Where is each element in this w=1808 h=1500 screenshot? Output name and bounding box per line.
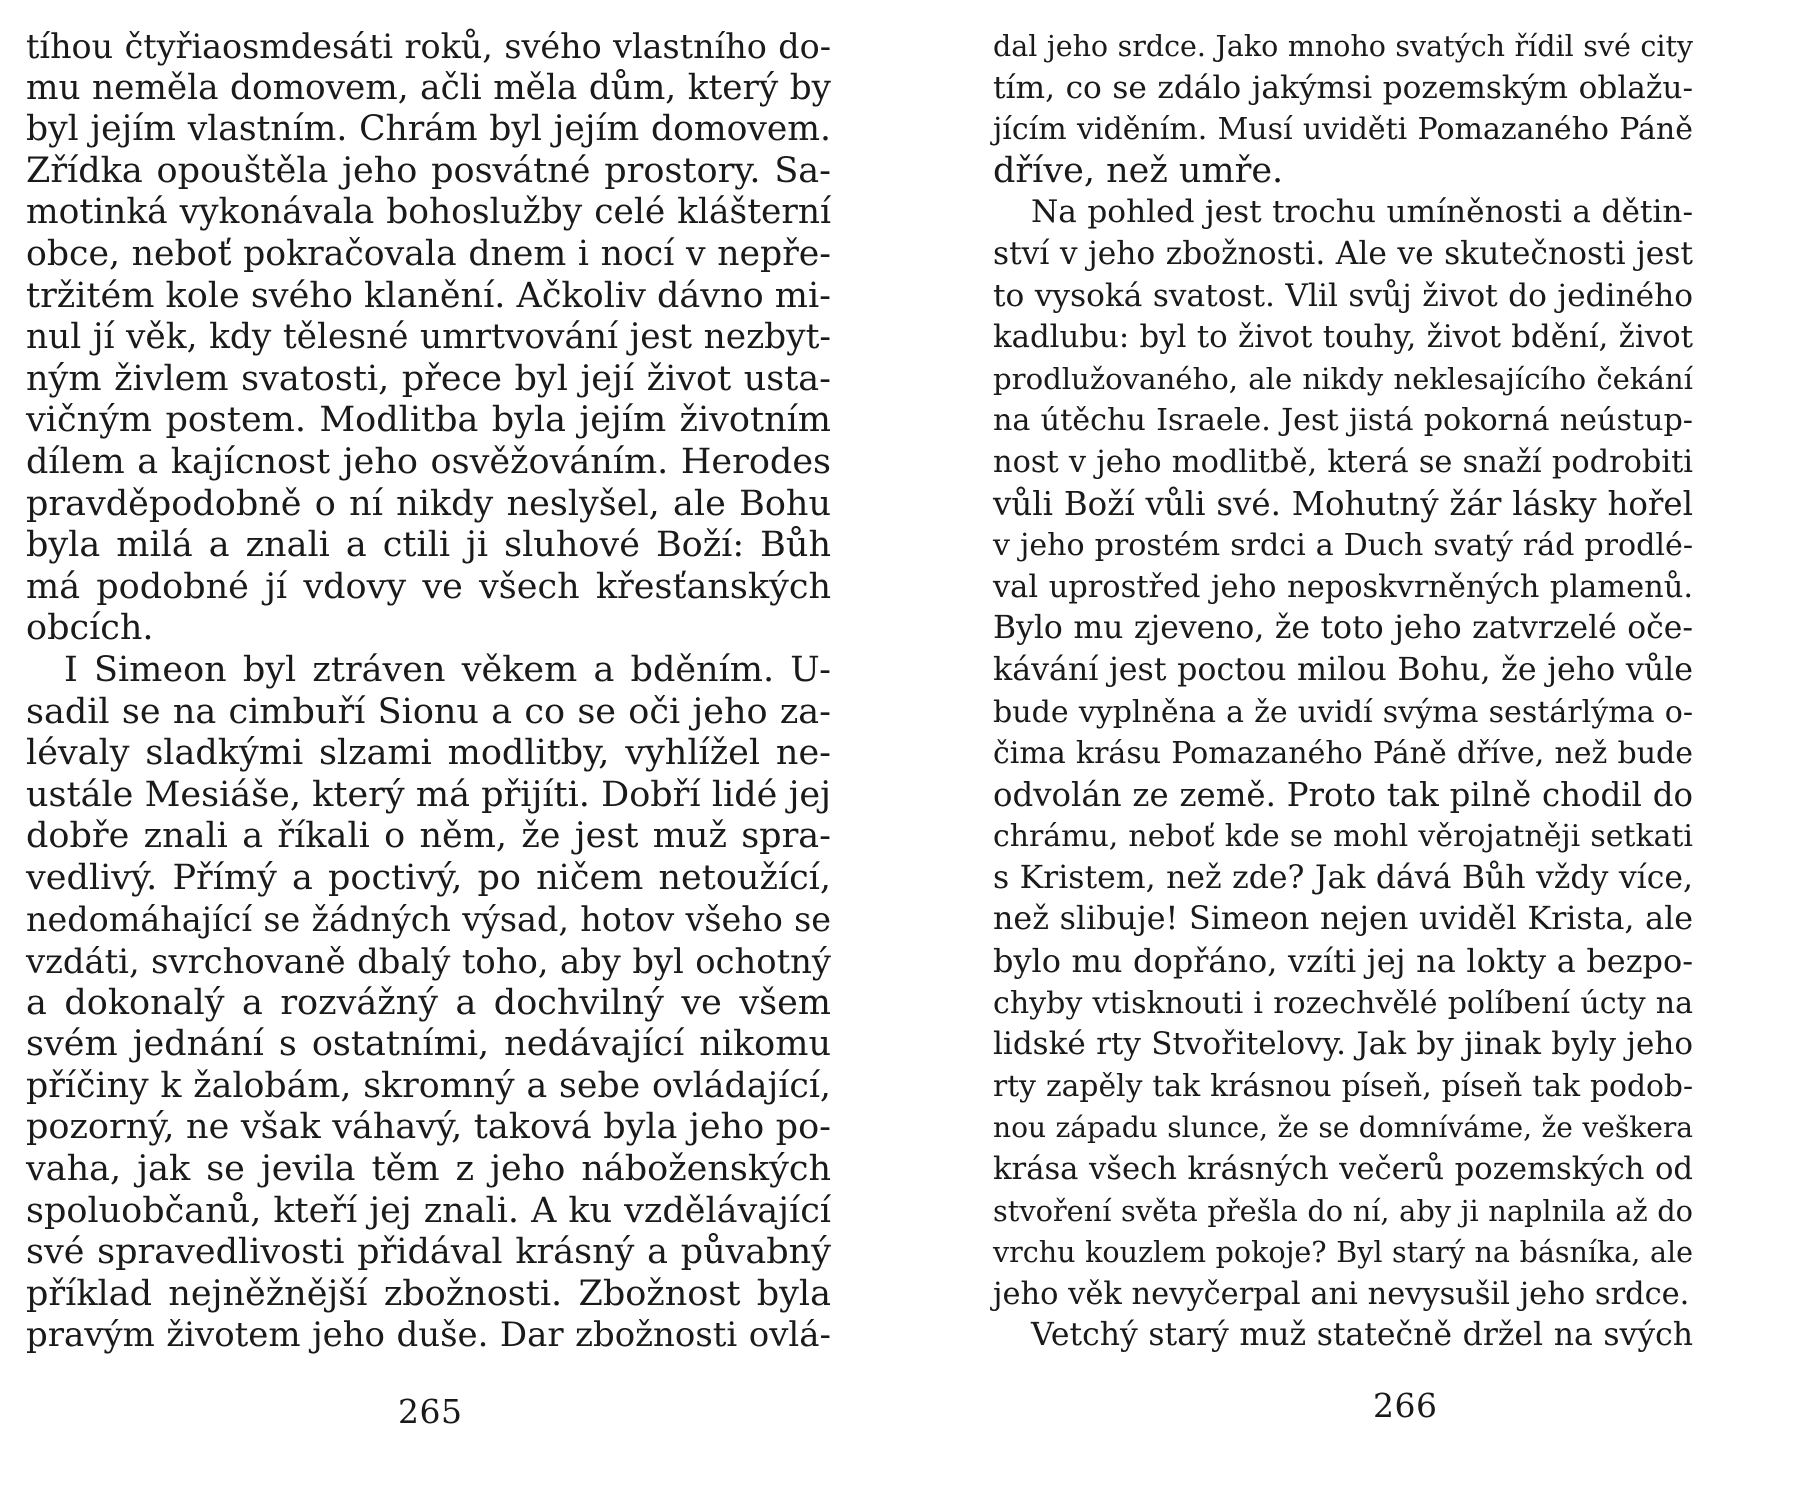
text-line: kávání jest poctou milou Bohu, že jeho vůle bbox=[993, 651, 1693, 688]
text-line: vičným postem. Modlitba byla jejím životním bbox=[26, 400, 831, 441]
text-line: své spravedlivosti přidával krásný a půvabný bbox=[26, 1232, 831, 1273]
text-line: I Simeon byl ztráven věkem a bděním. U- bbox=[64, 649, 831, 690]
text-line: obce, neboť pokračovala dnem i nocí v nepře- bbox=[26, 233, 831, 274]
text-line: chrámu, neboť kde se mohl věrojatněji setkati bbox=[993, 819, 1693, 855]
text-line: stvoření světa přešla do ní, aby ji naplnila až do bbox=[993, 1193, 1693, 1228]
text-line: pozorný, ne však váhavý, taková byla jeho po- bbox=[26, 1107, 831, 1148]
text-line: vůli Boží vůli své. Mohutný žár lásky hořel bbox=[993, 484, 1693, 523]
text-line: obcích. bbox=[26, 608, 154, 649]
page-number-left: 265 bbox=[398, 1392, 463, 1431]
text-line: než slibuje! Simeon nejen uviděl Krista, ale bbox=[993, 901, 1693, 938]
text-line: vzdáti, svrchovaně dbalý toho, aby byl ochotný bbox=[26, 942, 831, 982]
text-line: ustále Mesiáše, který má přijíti. Dobří lidé jej bbox=[26, 774, 831, 815]
text-line: bude vyplněna a že uvidí svýma sestárlýma o- bbox=[993, 694, 1693, 730]
text-line: kadlubu: byl to život touhy, život bdění, život bbox=[993, 319, 1693, 356]
text-line: mu neměla domovem, ačli měla dům, který by bbox=[26, 67, 831, 108]
text-line: lidské rty Stvořitelovy. Jak by jinak byly jeho bbox=[993, 1026, 1693, 1063]
text-line: lévaly sladkými slzami modlitby, vyhlížel ne- bbox=[26, 733, 831, 774]
right-page-text bbox=[993, 26, 1693, 1357]
text-line: spoluobčanů, kteří jej znali. A ku vzdělávající bbox=[26, 1190, 831, 1231]
text-line: bylo mu dopřáno, vzíti jej na lokty a bezpo- bbox=[993, 942, 1693, 981]
page-number-right: 266 bbox=[1373, 1386, 1438, 1425]
text-line: krása všech krásných večerů pozemských od bbox=[993, 1152, 1693, 1188]
text-line: vaha, jak se jevila těm z jeho náboženských bbox=[26, 1149, 831, 1190]
text-line: dobře znali a říkali o něm, že jest muž spra- bbox=[26, 816, 831, 857]
text-line: odvolán ze země. Proto tak pilně chodil do bbox=[993, 775, 1693, 814]
text-line: tržitém kole svého klanění. Ačkoliv dávno mi- bbox=[26, 275, 831, 316]
text-line: příčiny k žalobám, skromný a sebe ovládající, bbox=[26, 1065, 831, 1106]
left-page-text bbox=[26, 26, 831, 1357]
text-line: s Kristem, než zde? Jak dává Bůh vždy více, bbox=[993, 859, 1693, 896]
text-line: vedlivý. Přímý a poctivý, po ničem netoužící, bbox=[26, 857, 831, 898]
text-line: nul jí věk, kdy tělesné umrtvování jest nezbyt- bbox=[26, 317, 831, 358]
text-line: nou západu slunce, že se domníváme, že veškera bbox=[993, 1111, 1693, 1145]
text-line: vrchu kouzlem pokoje? Byl starý na básníka, ale bbox=[993, 1236, 1693, 1270]
text-line: motinká vykonávala bohoslužby celé klášterní bbox=[26, 192, 831, 233]
text-line: svém jednání s ostatními, nedávající nikomu bbox=[26, 1024, 831, 1065]
text-line: sadil se na cimbuří Sionu a co se oči jeho za- bbox=[26, 691, 831, 732]
text-line: v jeho prostém srdci a Duch svatý rád prodlé- bbox=[993, 528, 1693, 564]
text-line: to vysoká svatost. Vlil svůj život do jediného bbox=[993, 277, 1693, 314]
text-line: chyby vtisknouti i rozechvělé políbení úcty na bbox=[993, 985, 1693, 1021]
text-line: a dokonalý a rozvážný a dochvilný ve všem bbox=[26, 982, 831, 1023]
text-line: tím, co se zdálo jakýmsi pozemským oblažu- bbox=[993, 69, 1693, 106]
text-line: tíhou čtyřiaosmdesáti roků, svého vlastního do- bbox=[26, 27, 831, 66]
text-line: ným živlem svatosti, přece byl její život usta- bbox=[26, 358, 831, 399]
text-line: Vetchý starý muž statečně držel na svých bbox=[1031, 1317, 1693, 1354]
text-line: dílem a kajícnost jeho osvěžováním. Herodes bbox=[26, 441, 831, 482]
right-page bbox=[904, 0, 1808, 1500]
text-line: rty zapěly tak krásnou píseň, píseň tak podob- bbox=[993, 1068, 1693, 1104]
text-line: nedomáhající se žádných výsad, hotov všeho se bbox=[26, 900, 831, 940]
text-line: příklad nejněžnější zbožnosti. Zbožnost byla bbox=[26, 1273, 831, 1314]
text-line: Zřídka opouštěla jeho posvátné prostory. Sa- bbox=[26, 150, 831, 191]
text-line: byla milá a znali a ctili ji sluhové Boží: Bůh bbox=[26, 525, 831, 566]
text-line: nost v jeho modlitbě, která se snaží podrobiti bbox=[993, 444, 1693, 480]
text-line: jícím viděním. Musí uviděti Pomazaného Páně bbox=[993, 112, 1693, 148]
text-line: čima krásu Pomazaného Páně dříve, než bude bbox=[993, 736, 1693, 772]
text-line: má podobné jí vdovy ve všech křesťanských bbox=[26, 566, 831, 607]
text-line: ství v jeho zbožnosti. Ale ve skutečnosti jest bbox=[993, 235, 1693, 272]
text-line: pravým životem jeho duše. Dar zbožnosti ovlá- bbox=[26, 1315, 831, 1356]
text-line: dal jeho srdce. Jako mnoho svatých řídil své city bbox=[993, 30, 1693, 63]
text-line: pravděpodobně o ní nikdy neslyšel, ale Bohu bbox=[26, 483, 831, 524]
text-line: dříve, než umře. bbox=[993, 150, 1284, 191]
text-line: Na pohled jest trochu umíněnosti a dětin- bbox=[1031, 194, 1693, 231]
text-line: prodlužovaného, ale nikdy neklesajícího čekání bbox=[993, 361, 1693, 396]
text-line: byl jejím vlastním. Chrám byl jejím domovem. bbox=[26, 109, 831, 150]
text-line: val uprostřed jeho neposkvrněných plamenů. bbox=[993, 569, 1693, 605]
text-line: jeho věk nevyčerpal ani nevysušil jeho srdce. bbox=[993, 1276, 1690, 1312]
text-line: Bylo mu zjeveno, že toto jeho zatvrzelé oče- bbox=[993, 610, 1693, 647]
text-line: na útěchu Israele. Jest jistá pokorná neústup- bbox=[993, 403, 1693, 439]
